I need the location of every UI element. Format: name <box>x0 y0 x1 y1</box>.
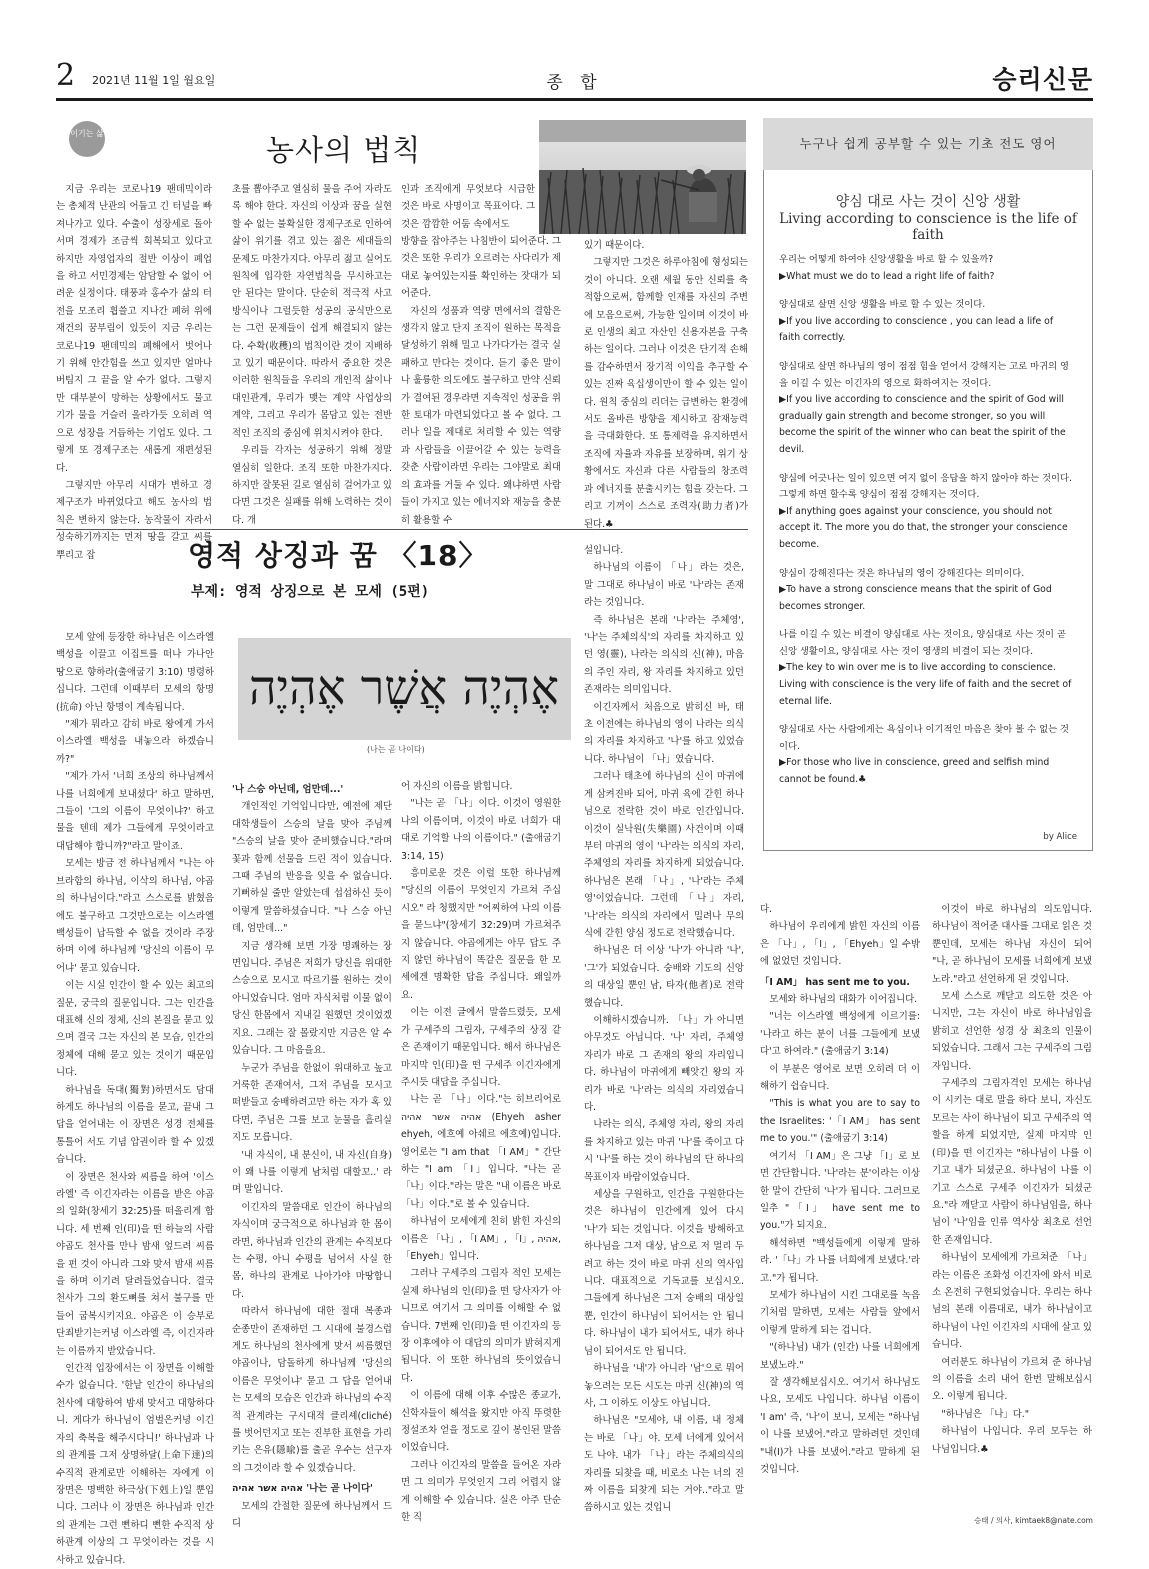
paragraph: 세상을 구원하고, 인간을 구원한다는 것은 하나님이 인간에게 있어 다시 '나'가 되는 것입니다. 이것을 방해하고 하나님을 그저 대상, 남으로 저 멀리 두려고 하는 것이 바로 마귀 신의 역사입니다. 대표적으로 기독교를 보십시오. 그들에게 하나님은 그저 숭배의 대상일 뿐, 인간이 하나님이 되어서는 안 됩니다. 하나님이 내가 되어서도, 내가 하나님이 되어서도 안 됩니다. <box>584 1189 744 1357</box>
article2-column-4 <box>584 542 744 1514</box>
lesson-signature: by Alice <box>1043 832 1077 842</box>
paragraph: 모세 앞에 등장한 하나님은 이스라엘 백성을 이끌고 이집트를 떠나 가나안 땅으로 향하라(출애굽기 3:10) 명령하십니다. 그런데 이때부터 모세의 항명(抗命) 아닌 항명이 계속됩니다. <box>56 632 214 713</box>
article2-column-1 <box>56 629 214 1566</box>
lesson-item <box>779 297 1075 347</box>
subheading: '나 스승 아닌데, 엄만데...' <box>232 784 344 795</box>
paragraph: 나는 곧 「나」이다."는 히브리어로 אהיה אשר אהיה (Ehyeh asher ehyeh, 에흐예 아쉐르 에흐예)입니다. 영어로는 "I am that 「I AM」" 간단하는 "I am 「I」입니다. "나는 곧 「나」이다."라는 말은 "내 이름은 바로 「나」이다."로 볼 수 있습니다. <box>401 1094 562 1210</box>
issue-date: 2021년 11월 1일 월요일 <box>92 74 216 87</box>
paragraph: "나는 곧 「나」이다. 이것이 영원한 나의 이름이며, 이것이 바로 너희가 대대로 기억할 나의 이름이다." (출애굽기 3:14, 15) <box>401 798 561 862</box>
paragraph: 다. <box>760 904 773 915</box>
paragraph: '내 자식이, 내 분신이, 내 자신(自身)이 왜 나를 이렇게 남처럼 대할꼬..' 라며 말입니다. <box>232 1149 392 1196</box>
paragraph: 구세주의 그림자격인 모세는 하나님이 시키는 대로 말을 하다 보니, 자신도 모르는 사이 하나님이 되고 구세주의 역할을 하게 되었지만, 실제 마지막 인(印)을 떤 이긴자는 "하나님이 나를 이기고 내가 되셨군요. 하나님이 나를 이기고 스스로 구세주 이긴자가 되셨군요."라 깨닫고 사람이 하나님임을, 하나님이 '나'임을 인류 역사상 최초로 선언한 존재입니다. <box>932 1078 1092 1246</box>
paragraph: 초를 뽑아주고 열심히 물을 주어 자라도록 해야 한다. 자신의 이상과 꿈을 실현할 수 없는 불확실한 경제구조로 인하여 삶이 위기를 겪고 있는 젊은 세대들의 문제도 마찬가지다. 아무리 젊고 실어도 원칙에 입각한 자연법칙을 무시하고는 안 된다는 말이다. 단순히 적극적 사고방식이나 그럴듯한 성공의 공식만으로는 그런 문제들이 쉽게 해결되지 않는다. 수확(收穫)의 법칙이란 것이 지배하고 있기 때문이다. 따라서 중요한 것은 이러한 원칙들을 우리의 개인적 삶이나 대인관계, 우리가 맺는 계약 사업상의 계약, 그리고 우리가 몸담고 있는 전반적인 조직의 중심에 위치시켜야 한다. <box>232 184 392 439</box>
paragraph: 누군가 주님을 한없이 위대하고 높고 거룩한 존재여서, 그저 주님을 모시고 떠받들고 숭배하려고만 하는 자가 혹 있다면, 주님은 그를 보고 눈물을 흘리실지도 모릅니다. <box>232 1062 392 1144</box>
paragraph: 모세는 방금 전 하나님께서 "나는 아브라함의 하나님, 이삭의 하나님, 야곱의 하나님이다."라고 스스로를 밝혔음에도 불구하고 그것만으로는 이스라엘 백성들이 납득할 수 없을 것이라 주장하며 이에 하나님께 '당신의 이름이 무어냐' 묻고 있습니다. <box>56 858 214 974</box>
paragraph: 있기 때문이다. <box>584 240 645 251</box>
lesson-korean: 우리는 어떻게 하여야 신앙생활을 바로 할 수 있을까? <box>779 254 994 265</box>
lesson-korean: 양심대로 살면 하나님의 영이 점점 힘을 얻어서 강해지는 고로 마귀의 영을 이길 수 있는 이긴자의 영으로 화하여지는 것이다. <box>779 360 1069 389</box>
paragraph: 인간적 입장에서는 이 장면을 이해할 수가 없습니다. '한낱 인간이 하나님의 천사에 대항하여 밤새 맞서고 대항하다니. 게다가 하나님이 엄벌은커녕 이긴자의 축복을 해주시다니!' 하나님과 나의 관계를 그저 상명하달(上命下達)의 수직적 관계로만 이해하는 자에게 이 장면은 명백한 하극상(下剋上)일 뿐입니다. 그러나 이 장면은 하나님과 인간의 관계는 그런 뻔하디 뻔한 수직적 상하관계 이상의 그 무엇이라는 것을 시사하고 있습니다. <box>56 1363 214 1566</box>
page-number: 2 <box>56 58 76 93</box>
paragraph: 모세가 하나님이 시킨 그대로를 녹음기처럼 말하면, 모세는 사람들 앞에서 이렇게 말하게 되는 겁니다. <box>760 1289 920 1336</box>
article2-column-6 <box>932 901 1092 1509</box>
paragraph: 이것이 바로 하나님의 의도입니다. 하나님이 적어준 대사를 그대로 읽은 것뿐인데, 모세는 하나님 자신이 되어 "나, 곧 하나님이 모세를 너희에게 보냈노라."라고 선언하게 된 것입니다. <box>932 904 1092 985</box>
article1-column-3-top <box>401 181 535 231</box>
author-byline: 승태 / 의사, kimtaek8@nate.com <box>974 1516 1093 1525</box>
lesson-title-korean: 양심 대로 사는 것이 신앙 생활 <box>835 194 1021 210</box>
lesson-english: ▶For those who live in conscience, greed and selfish mind cannot be found.♣ <box>779 757 1050 786</box>
paragraph: "This is what you are to say to the Israelites: '「I AM」 has sent me to you.'" (출애굽기 3:14) <box>760 1098 920 1145</box>
article1-column-4 <box>584 237 748 530</box>
paragraph: 그러나 이긴자의 말씀을 들어온 자라면 그 의미가 무엇인지 그리 어렵지 않게 이해할 수 있습니다. 실은 아주 단순한 직 <box>401 1459 561 1524</box>
paragraph: 이는 이전 글에서 말씀드렸듯, 모세가 구세주의 그림자, 구세주의 상징 같은 존재이기 때문입니다. 해서 하나님은 마지막 인(印)을 떤 구세주 이긴자에게 주시듯 대답을 주십니다. <box>401 1007 561 1088</box>
paragraph: 인과 조직에게 무엇보다 시급한 것은 바로 사명이고 목표이다. 그것은 깜깜한 어둠 속에서도 <box>401 184 535 230</box>
paragraph: 하나님을 독대(獨對)하면서도 담대하게도 하나님의 이름을 묻고, 끝내 그 답을 얻어내는 이 장면은 성경 전체를 통틀어 서도 기념 압권이라 할 수 있겠습니다. <box>56 1084 214 1166</box>
paragraph: 모세의 간절한 질문에 하나님께서 드디 <box>232 1500 392 1530</box>
paragraph: 방향을 잡아주는 나침반이 되어준다. 그것은 또한 우리가 오르려는 사다리가 제대로 놓여있는지를 확인하는 잣대가 되어준다. <box>401 236 561 300</box>
subheading: אהיה אשר אהיה '나는 곧 나이다' <box>232 1483 373 1495</box>
hebrew-text: אֶהְיֶה אֲשֶׁר אֶהְיֶה <box>248 660 560 716</box>
lesson-item <box>779 627 1075 710</box>
paragraph: 즉 하나님은 본래 '나'라는 주체영', '나'는 주체의식'의 자리를 차지하고 있던 영(靈), 나라는 의식의 신(神), 마음의 주인 자리, 왕 자리를 차지하고 있던 존재라는 의미입니다. <box>584 614 744 696</box>
column-badge: 이기는 삶 <box>69 121 105 157</box>
paragraph: "제가 뭐라고 감히 바로 왕에게 가서 이스라엘 백성을 내놓으라 하겠습니까?" <box>56 719 214 765</box>
english-lesson-header: 누구나 쉽게 공부할 수 있는 기초 전도 영어 <box>763 118 1093 170</box>
hebrew-inscription-image <box>238 638 571 740</box>
article2-column-2 <box>232 778 392 1530</box>
newspaper-brand: 승리신문 <box>992 65 1093 94</box>
lesson-english: ▶To have a strong conscience means that the spirit of God becomes stronger. <box>779 584 1052 612</box>
lesson-item <box>779 252 1075 285</box>
lesson-item <box>779 359 1075 459</box>
paragraph: 이긴자의 말씀대로 인간이 하나님의 자식이며 궁극적으로 하나님과 한 몸이라면, 하나님과 인간의 관계는 수직보다는 수평, 아니 수평을 넘어서 사실 한 몸, 하나의 관계로 나아가야 마땅합니다. <box>232 1201 392 1300</box>
lesson-item <box>779 566 1075 616</box>
paragraph: 그러나 태초에 하나님의 신이 마귀에게 삼켜진바 되어, 마귀 육에 갇힌 하나님으로 전락한 것이 바로 인간입니다. 이것이 실낙원(失樂園) 사건이며 이때부터 마귀의 영이 '나'라는 의식의 자리, 주체영의 자리를 차지하게 되었습니다. 하나님은 본래 「나」, '나'라는 주체영'이었습니다. 그런데 「나」자리, '나'라는 의식의 자리에서 밀려나 무의식에 갇힌 양심 정도로 전락했습니다. <box>584 771 744 939</box>
lesson-english: ▶What must we do to lead a right life of faith? <box>779 270 995 282</box>
article-divider <box>56 529 748 530</box>
lesson-title-english: Living according to conscience is the life of faith <box>779 211 1077 243</box>
paragraph: 지금 생각해 보면 가장 명쾌하는 장면입니다. 주님은 저희가 당신을 위대한 스승으로 모시고 따르기를 원하는 것이 아니었습니다. 엄마 자식처럼 이물 없이 당신 한몸에서 지내길 원했던 것이었겠지요. 그래는 잘 몰랐지만 지금은 알 수 있습니다. 그 마음을요. <box>232 940 392 1057</box>
lesson-english: ▶If you live according to conscience and the spirit of God will gradually gain strength and become stronger, so you will become the spirit of the winner who can beat the spirit of the devil. <box>779 394 1066 455</box>
paragraph: 어 자신의 이름을 밝힙니다. <box>401 781 513 792</box>
article2-title: 영적 상징과 꿈 〈18〉 <box>188 539 488 572</box>
section-title: 종 합 <box>546 73 603 93</box>
paragraph: 그러나 구세주의 그림자 적인 모세는 실제 하나님의 인(印)을 떤 당사자가 아니므로 여기서 그 의미를 이해할 수 없습니다. 7번째 인(印)을 떤 이긴자의 등장 이후에야 이 대답의 의미가 밝혀지게 됩니다. 이 또한 하나님의 뜻이었습니다. <box>401 1268 561 1384</box>
lesson-item <box>779 722 1075 788</box>
paragraph: 모세와 하나님의 대화가 이어집니다. <box>769 994 918 1006</box>
paragraph: 하나님이 모세에게 친히 밝힌 자신의 이름은 「나」, 「I AM」, 「I」, אהיה, 「Ehyeh」입니다. <box>401 1216 561 1262</box>
paragraph: "(하나님) 내가 (인간) 나를 너희에게 보냈노라." <box>760 1342 920 1371</box>
article1-column-3 <box>401 233 561 526</box>
paragraph: 하나님은 더 이상 '나'가 아니라 '나', '그'가 되었습니다. 숭배와 기도의 신앙의 대상일 뿐인 남, 타자(他者)로 전락했습니다. <box>584 945 744 1009</box>
paragraph: 이 이름에 대해 이후 수많은 종교가, 신학자들이 해석을 왔지만 아직 뚜렷한 정설조차 얻을 정도로 깊이 봉인된 말씀이었습니다. <box>401 1390 561 1454</box>
paragraph: 하나님의 이름이 「나」라는 것은, 말 그대로 하나님이 바로 '나'라는 존재라는 것입니다. <box>584 562 744 609</box>
image-caption: (나는 곧 나이다) <box>367 745 425 754</box>
paragraph: "제가 가서 '너희 조상의 하나님께서 나를 너희에게 보내셨다' 하고 말하면, 그들이 '그의 이름이 무엇이냐?' 하고 물을 텐데 제가 그들에게 무엇이라고 대답해야 합니까?"라고 말이죠. <box>56 771 214 852</box>
subheading: 「I AM」 has sent me to you. <box>760 976 910 988</box>
paragraph: 하나님이 모세에게 가르쳐준 「나」라는 이름은 조화성 이긴자에 와서 비로소 온전히 구현되었습니다. 우리는 하나님의 본래 이름대로, 내가 하나님이고 하나님이 나인 이긴자의 시대에 살고 있습니다. <box>932 1252 1092 1351</box>
lesson-korean: 양심대로 사는 사람에게는 욕심이나 이기적인 마음은 찾아 볼 수 없는 것이다. <box>779 724 1069 752</box>
paragraph: 이는 시실 인간이 할 수 있는 최고의 질문, 궁극의 질문입니다. 그는 인간을 대표해 신의 정체, 신의 본질을 묻고 있으며 결국 그는 자신의 본 모습, 인간의 정체에 대해 묻고 있는 것이기 때문입니다. <box>56 980 214 1079</box>
article2-column-3 <box>401 778 562 1524</box>
paragraph: 하나님은 "모세야, 내 이름, 내 정체는 바로 「나」야. 모세 너에게 있어서도 나야. 내가 「나」라는 주체의식의 자리를 되찾을 때, 비로소 나는 너의 진짜 이름을 되찾게 되는 거야.."라고 말씀하시고 있는 것입니 <box>584 1415 744 1514</box>
article2-subtitle: 부제: 영적 상징으로 본 모세 (5편) <box>191 584 430 600</box>
paragraph: 여러분도 하나님이 가르쳐 준 하나님의 이름을 소리 내어 한번 말해보십시오. 이렇게 됩니다. <box>932 1356 1092 1403</box>
paragraph: 하나님이 나입니다. 우리 모두는 하나님입니다.♣ <box>932 1426 1092 1455</box>
paragraph: 그렇지만 아무리 시대가 변하고 경제구조가 바뀌었다고 해도 농사의 법칙은 변하지 않는다. 농작물이 자라서 성숙하기까지는 먼저 땅을 갈고 씨를 뿌리고 잡 <box>56 479 212 561</box>
paragraph: 해석하면 "백성들에게 이렇게 말하라. '「나」가 나를 너희에게 보냈다.'라고."가 됩니다. <box>760 1237 920 1284</box>
lesson-english: ▶If you live according to conscience , you can lead a life of faith correctly. <box>779 315 1054 344</box>
paragraph: 하나님을 '내'가 아니라 '남'으로 뭐어 놓으려는 모든 시도는 마귀 신(神)의 역사, 그 이하도 이상도 아닙니다. <box>584 1363 744 1409</box>
article1-column-2 <box>232 181 392 526</box>
lesson-body <box>779 252 1075 822</box>
paragraph: 이해하시겠습니까. 「나」가 아니면 아무것도 아닙니다. '나' 자리, 주체영 자리가 바로 그 존재의 왕의 자리입니다. 하나님이 마귀에게 빼앗긴 왕의 자리가 바로 '나'라는 의식의 자리였습니다. <box>584 1014 744 1113</box>
paragraph: 잘 생각해보십시오. 여기서 하나님도 나요, 모세도 나입니다. 하나님 이름이 'I am' 즉, '나'이 보니, 모세는 "하나님이 나를 보냈어."라고 말하려던 것인데 "내(I)가 나를 보냈어."라고 말하게 된 것입니다. <box>760 1376 920 1475</box>
paragraph: 설입니다. <box>584 545 624 556</box>
paragraph: 여기서 「I AM」은 그냥 「I」로 보면 간단합니다. '나'라는 분'이라는 이상한 말이 간단히 '나'가 됩니다. 그러므로 일추 "「I」 have sent me to you."가 되지요. <box>760 1150 920 1232</box>
paragraph: 이긴자께서 처음으로 밝히신 바, 태초 이전에는 하나님의 영이 나라는 의식의 자리를 차지하고 '나'를 하고 있었습니다. 하나님이 「나」였습니다. <box>584 701 744 765</box>
lesson-english: ▶The key to win over me is to live according to conscience. Living with conscience is the very life of faith and the secret of eternal life. <box>779 662 1072 707</box>
hebrew-text-graphic <box>238 638 571 740</box>
article2-column-5 <box>760 901 920 1509</box>
lesson-korean: 양심대로 살면 신앙 생활을 바로 할 수 있는 것이다. <box>779 299 986 311</box>
paragraph: 자신의 성품과 역량 면에서의 결함은 생각지 않고 단지 조직이 원하는 목적을 달성하기 위해 밀고 나가다가는 결국 실패하고 만다는 것이다. 듣기 좋은 말이나 훌륭한 의도에도 불구하고 만약 신뢰가 결여된 경우라면 지속적인 성공을 위한 토대가 마련되었다고 볼 수 없다. 그러나 일을 제대로 처리할 수 있는 역량과 사람들을 이끌어갈 수 있는 능력을 갖춘 사람이라면 우리는 그야말로 최대의 효과를 거둘 수 있다. 왜냐하면 사람들이 가지고 있는 에너지와 재능을 충분히 활용할 수 <box>401 305 561 526</box>
paragraph: 하나님이 우리에게 밝힌 자신의 이름은 「나」, 「I」, 「Ehyeh」일 수밖에 없었던 것입니다. <box>760 921 920 968</box>
lesson-item <box>779 471 1075 554</box>
lesson-korean: 양심이 강해진다는 것은 하나님의 영이 강해진다는 의미이다. <box>779 567 1025 579</box>
paragraph: 그렇지만 그것은 하루아침에 형성되는 것이 아니다. 오랜 세월 동안 신뢰를 축적함으로써, 함께할 인재를 자신의 주변에 모음으로써, 가능한 일이며 이것이 바로 인생의 최고 자산인 신용자본을 구축하는 일이다. 그러나 이것은 단기적 손해를 감수하면서 장기적 이익을 추구할 수 있는 진짜 육십생이만이 할 수 있는 일이다. 원칙 중심의 리더는 급변하는 환경에서도 올바른 방향을 제시하고 잠재능력을 극대화한다. 또 통제력을 유지하면서 조직에 자율과 자유를 보장하며, 위기 상황에서도 자신과 다른 사람들의 창조력과 에너지를 분출시키는 힘을 갖는다. 그리고 기꺼이 스스로 조력자(助力者)가 된다.♣ <box>584 257 748 530</box>
paragraph: 나라는 의식, 주체영 자리, 왕의 자리를 차지하고 있는 마귀 '나'를 죽이고 다시 '나'를 하는 것이 하나님의 단 하나의 목표이자 바람이었습니다. <box>584 1119 744 1183</box>
article1-title: 농사의 법칙 <box>266 133 422 167</box>
lesson-korean: 양심에 어긋나는 일이 있으면 여지 없이 응답을 하지 않아야 하는 것이다. 그렇게 하면 할수록 양심이 점점 강해지는 것이다. <box>779 472 1072 501</box>
paragraph: 이 부분은 영어로 보면 오히려 더 이해하기 쉽습니다. <box>760 1063 920 1093</box>
paragraph: "하나님은 「나」다." <box>941 1408 1030 1420</box>
paragraph: 지금 우리는 코로나19 팬데믹이라는 총체적 난관의 어둡고 긴 터널을 빠져나가고 있다. 수출이 성장세로 돌아서며 경제가 조금씩 회복되고 있다고 하지만 자영업자의 절반 이상이 폐업을 하고 서민경제는 암담할 수 없이 어려운 실정이다. 태풍과 홍수가 삶의 터전을 모조리 휩쓸고 지나간 폐허 위에 재건의 꿈부림이 있듯이 지금 우리는 코로나19 팬데믹의 폐해에서 벗어나기 위해 안간힘을 쓰고 있지만 얼마나 버팀지 그 끝을 알 수가 없다. 그렇지만 대부분이 망하는 상황에서도 물고기가 물을 거슬러 올라가듯 오히려 역으로 성장을 거듭하는 기업도 있다. 그렇게 또 경제구조는 새롭게 재편성된다. <box>56 184 212 474</box>
paragraph: 따라서 하나님에 대한 절대 복종과 순종만이 존재하던 그 시대에 불경스럽게도 하나님의 천사에게 맞서 씨름했던 야곱이나, 담돌하게 하나님께 '당신의 이름은 무엇이냐' 묻고 그 답을 얻어내는 모세의 모습은 인간과 하나님의 수직적 관계라는 구시대적 클리셰(cliché)를 벗어던지고 또는 진부한 표현을 가리키는 은유(隱喩)를 출곧 우수는 선구자의 그것이라 할 수 있겠습니다. <box>232 1306 392 1474</box>
farmer-photo <box>539 120 746 234</box>
paragraph: 흥미로운 것은 이럴 또한 하나님께 "당신의 이름이 무엇인지 가르쳐 주십시오" 라 청했지만 "어찌하여 나의 이름을 묻느냐"(창세기 32:29)며 가르쳐주지 않습니다. 야곱에게는 아무 답도 주지 않던 하나님이 똑같은 질문을 한 모세에겐 명확한 답을 주십니다. 왜일까요. <box>401 868 561 1001</box>
paragraph: "너는 이스라엘 백성에게 이르기를: '나라고 하는 분이 너를 그들에게 보냈다'고 하여라." (출애굽기 3:14) <box>760 1011 920 1058</box>
paragraph: 이 장면은 천사와 씨름을 하여 '이스라엘' 즉 이긴자라는 이름을 받은 야곱의 일화(창세기 32:25)를 떠올리게 합니다. 세 번째 인(印)을 떤 하늘의 사람 야곱도 천사를 만나 밤새 엎드려 씨름을 펀 것이 아니라 그와 맞서 밤새 씨름을 하며 이기려 달려들었습니다. 결국 천사가 그의 환도뼈를 쳐서 불구를 만들어 굽복시키지요. 야곱은 이 승부로 단죄받기는커녕 이스라엘 즉, 이긴자라는 이름까지 받았습니다. <box>56 1171 214 1357</box>
paragraph: 우리들 각자는 성공하기 위해 정말 열심히 일한다. 조직 또한 마찬가지다. 하지만 잘못된 길로 열심히 걸어가고 있다면 그것은 실패를 위해 노력하는 것이다. 개 <box>232 445 392 526</box>
lesson-english: ▶If anything goes against your conscience, you should not accept it. The more you do that, the stronger your conscience become. <box>779 505 1068 550</box>
lesson-korean: 나를 이길 수 있는 비결이 양심대로 사는 것이요, 양심대로 사는 것이 곧 신앙 생활이요, 양심대로 사는 것이 영생의 비결이 되는 것이다. <box>779 629 1066 657</box>
article1-column-1 <box>56 181 212 561</box>
paragraph: 개인적인 기억입니다만, 예전에 제단 대학생들이 스승의 날을 맞아 주님께 "스승의 날을 맞아 준비했습니다."라며 꽃과 함께 선물을 드린 적이 있습니다. 그때 주님의 반응을 잊을 수 없습니다. 기뻐하실 줄만 알았는데 섭섭하신 듯이 이렇게 말씀하셨습니다. "나 스승 아닌데, 엄만데..." <box>232 801 392 935</box>
header-rule <box>56 98 1093 101</box>
farmer-field-image <box>539 120 746 234</box>
paragraph: 모세 스스로 깨닫고 의도한 것은 아니지만, 그는 자신이 바로 하나님임을 밝히고 선언한 성경 상 최초의 인물이 되었습니다. 그래서 그는 구세주의 그림자입니다. <box>932 991 1092 1072</box>
